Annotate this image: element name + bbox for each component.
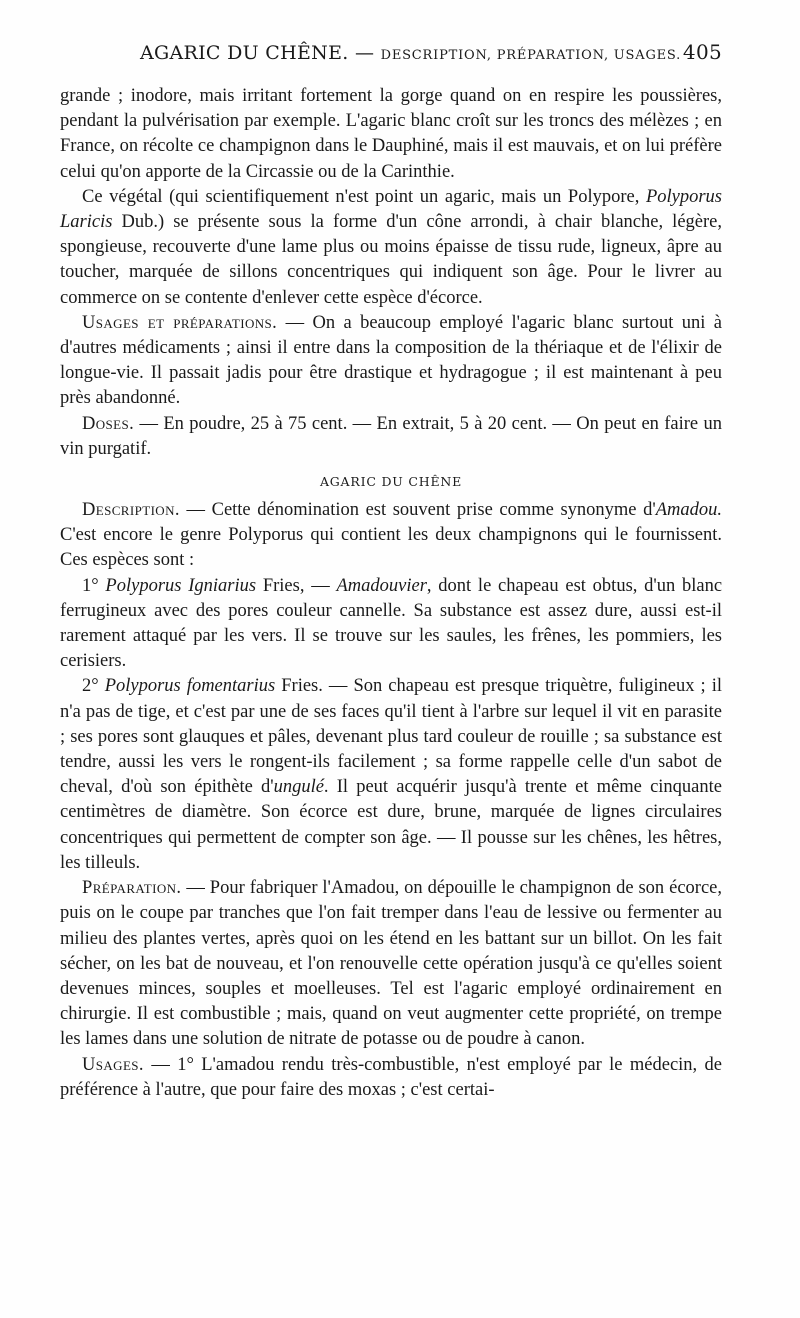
latin-name: Polyporus Laricis (60, 186, 722, 233)
paragraph-text: — En poudre, 25 à 75 cent. — En extrait, 5 à 20 cent. — On peut en faire un vin purgatif. (60, 413, 722, 459)
paragraph-polyporus-laricis (60, 185, 722, 311)
paragraph-species-2 (60, 674, 722, 876)
paragraph-text: — Cette dénomination est souvent prise comme synonyme d' (179, 500, 656, 521)
paragraph-text: Fries, — (256, 575, 337, 596)
paragraph-text: , dont le chapeau est obtus, d'un blanc ferrugineux avec des pores couleur cannelle. Sa substance est assez dure, aussi est-il rarement attaqué par les vers. Il se trouve sur les saules, les frênes, les pommiers, les cerisiers. (60, 575, 723, 672)
paragraph-text: grande ; inodore, mais irritant fortement la gorge quand on en respire les poussières, pendant la pulvérisation par exemple. L'agaric blanc croît sur les troncs des mélèzes ; en France, on récolte ce champignon dans le Dauphiné, mais il est mauvais, et on lui préfère celui qu'on apporte de la Circassie ou de la Carinthie. (60, 86, 722, 182)
paragraph-lead: Préparation. (82, 878, 182, 899)
paragraph-text: — On a beaucoup employé l'agaric blanc surtout uni à d'autres médicaments ; ainsi il entre dans la composition de la thériaque et de l'élixir de longue-vie. Il passait jadis pour être drastique et hydragogue ; il est maintenant à peu près abandonné. (60, 312, 723, 409)
paragraph-doses (60, 412, 722, 462)
paragraph-text: Fries. — Son chapeau est presque triquètre, fuligineux ; il n'a pas de tige, et c'est par une de ses faces qu'il tient à l'arbre sur lequel il vit en parasite ; ses pores sont glauques et pâles, devenant plus tard couleur de rouille ; sa substance est tendre, aussi les vers le rongent-ils facilement ; sa forme rappelle celle d'un sabot de cheval, d'où son épithète d' (60, 676, 722, 798)
page-number: 405 (682, 40, 722, 64)
paragraph-text: . Il peut acquérir jusqu'à trente et même cinquante centimètres de diamètre. Son écorce est dure, brune, marquée de lignes circulaires concentriques qui permettent de compter son âge. — Il pousse sur les chênes, les hêtres, les tilleuls. (60, 777, 722, 873)
paragraph-lead: Usages. (82, 1054, 144, 1075)
paragraph-text: — Pour fabriquer l'Amadou, on dépouille le champignon de son écorce, puis on le coupe par tranches que l'on fait tremper dans l'eau de lessive ou fermenter au milieu des plantes vertes, après quoi on les étend en les battant sur un billot. On les fait sécher, on les bat de nouveau, et l'on renouvelle cette opération jusqu'à ce qu'elles soient devenues minces, souples et moelleuses. Tel est l'agaric employé ordinairement en chirurgie. Il est combustible ; mais, quand on veut augmenter cette propriété, on trempe les lames dans une solution de nitrate de potasse ou de poudre à canon. (60, 878, 722, 1050)
running-head (140, 40, 722, 84)
italic-term: Amadouvier (336, 575, 427, 596)
paragraph-usages-preparations (60, 311, 722, 412)
paragraph-lead: Doses. (82, 413, 135, 434)
paragraph-text: — 1° L'amadou rendu très-combustible, n'est employé par le médecin, de préférence à l'autre, que pour faire des moxas ; c'est certai- (60, 1054, 722, 1100)
paragraph-species-1 (60, 574, 722, 675)
paragraph-text: C'est encore le genre Polyporus qui contient les deux champignons qui le fournissent. Ces espèces sont : (60, 525, 722, 571)
paragraph-description (60, 498, 722, 574)
italic-term: Amadou. (655, 500, 722, 521)
paragraph-lead: Description. (82, 500, 180, 521)
section-heading: AGARIC DU CHÊNE (319, 474, 463, 490)
list-number: 2° (82, 676, 99, 697)
paragraph-usages (60, 1053, 722, 1103)
latin-name: Polyporus Igniarius (105, 575, 257, 596)
body-text (60, 84, 722, 1103)
running-title-small: DESCRIPTION, PRÉPARATION, USAGES. (380, 48, 682, 63)
running-title-main: AGARIC DU CHÊNE. — (140, 42, 375, 64)
paragraph-text: Dub.) se présente sous la forme d'un cône arrondi, à chair blanche, légère, spongieuse, recouverte d'une lame plus ou moins épaisse de tissu rude, ligneux, âpre au toucher, marquée de sillons concentriques qui indiquent son âge. Pour le livrer au commerce on se contente d'enlever cette espèce d'écorce. (60, 212, 722, 308)
paragraph-lead: Usages et préparations. (82, 312, 278, 333)
paragraph-preparation (60, 876, 722, 1052)
latin-name: Polyporus fomentarius (104, 676, 276, 697)
paragraph-continued (60, 84, 722, 185)
list-number: 1° (82, 575, 99, 596)
running-title (140, 42, 681, 64)
italic-term: ungulé (273, 777, 324, 798)
paragraph-text: Ce végétal (qui scientifiquement n'est point un agaric, mais un Polypore, (82, 186, 646, 207)
